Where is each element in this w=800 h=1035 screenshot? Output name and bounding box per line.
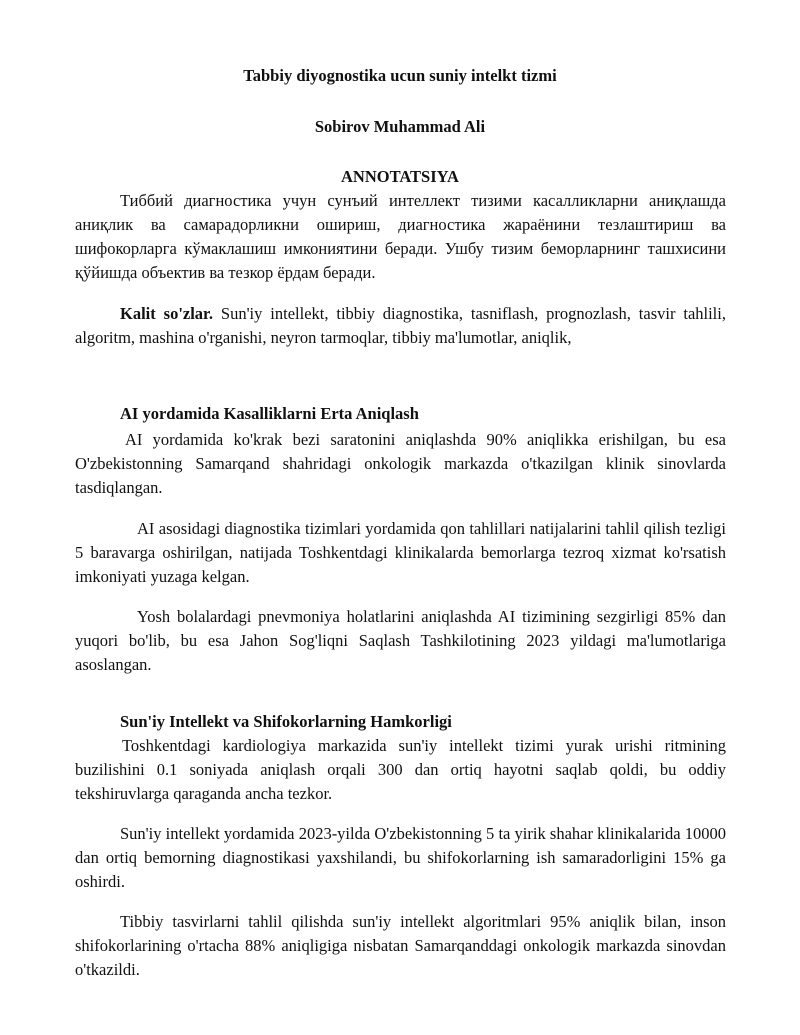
annotation-paragraph: Тиббий диагностика учун сунъий интеллект тизими касалликларни аниқлашда аниқлик ва самарадорликни ошириш, диагностика жараёнини тезлаштириш ва шифокорларга кўмаклашиш имкониятини беради. Ушбу тизим беморларнинг ташхисини қўйишда объектив ва тезкор ёрдам беради.: [75, 191, 726, 282]
section2-paragraph-3: Tibbiy tasvirlarni tahlil qilishda sun'iy intellekt algoritmlari 95% aniqlik bilan, inson shifokorlarining o'rtacha 88% aniqligiga nisbatan Samarqanddagi onkologik markazda sinovdan o'tkazildi.: [75, 912, 726, 979]
section2-paragraph-1: Toshkentdagi kardiologiya markazida sun'iy intellekt tizimi yurak urishi ritmining buzilishini 0.1 soniyada aniqlash orqali 300 dan ortiq hayotni saqlab qoldi, bu oddiy tekshiruvlarga qaraganda ancha tezkor.: [75, 736, 726, 803]
keywords-paragraph: [75, 302, 726, 350]
document-title: Tabbiy diyognostika ucun suniy intelkt tizmi: [243, 66, 557, 85]
keywords-text: Sun'iy intellekt, tibbiy diagnostika, tasniflash, prognozlash, tasvir tahlili, algoritm, mashina o'rganishi, neyron tarmoqlar, tibbiy ma'lumotlar, aniqlik,: [75, 304, 726, 347]
author-name: Sobirov Muhammad Ali: [314, 117, 486, 136]
section1-paragraph-2: AI asosidagi diagnostika tizimlari yordamida qon tahlillari natijalarini tahlil qilish tezligi 5 baravarga oshirilgan, natijada Toshkentdagi klinikalarda bemorlarga tezroq xizmat ko'rsatish imkoniyati yuzaga kelgan.: [75, 519, 726, 586]
section2-heading: Sun'iy Intellekt va Shifokorlarning Hamkorligi: [120, 712, 452, 731]
section1-heading: AI yordamida Kasalliklarni Erta Aniqlash: [120, 404, 419, 423]
annotation-heading: ANNOTATSIYA: [341, 167, 459, 186]
section1-paragraph-3: Yosh bolalardagi pnevmoniya holatlarini aniqlashda AI tizimining sezgirligi 85% dan yuqori bo'lib, bu esa Jahon Sog'liqni Saqlash Tashkilotining 2023 yildagi ma'lumotlariga asoslangan.: [75, 607, 726, 674]
section1-paragraph-1: AI yordamida ko'krak bezi saratonini aniqlashda 90% aniqlikka erishilgan, bu esa O'zbekistonning Samarqand shahridagi onkologik markazda o'tkazilgan klinik sinovlarda tasdiqlangan.: [75, 430, 726, 497]
section2-paragraph-2: Sun'iy intellekt yordamida 2023-yilda O'zbekistonning 5 ta yirik shahar klinikalarida 10000 dan ortiq bemorning diagnostikasi yaxshilandi, bu shifokorlarning ish samaradorligini 15% ga oshirdi.: [75, 824, 726, 891]
keywords-label: Kalit so'zlar.: [120, 304, 213, 323]
